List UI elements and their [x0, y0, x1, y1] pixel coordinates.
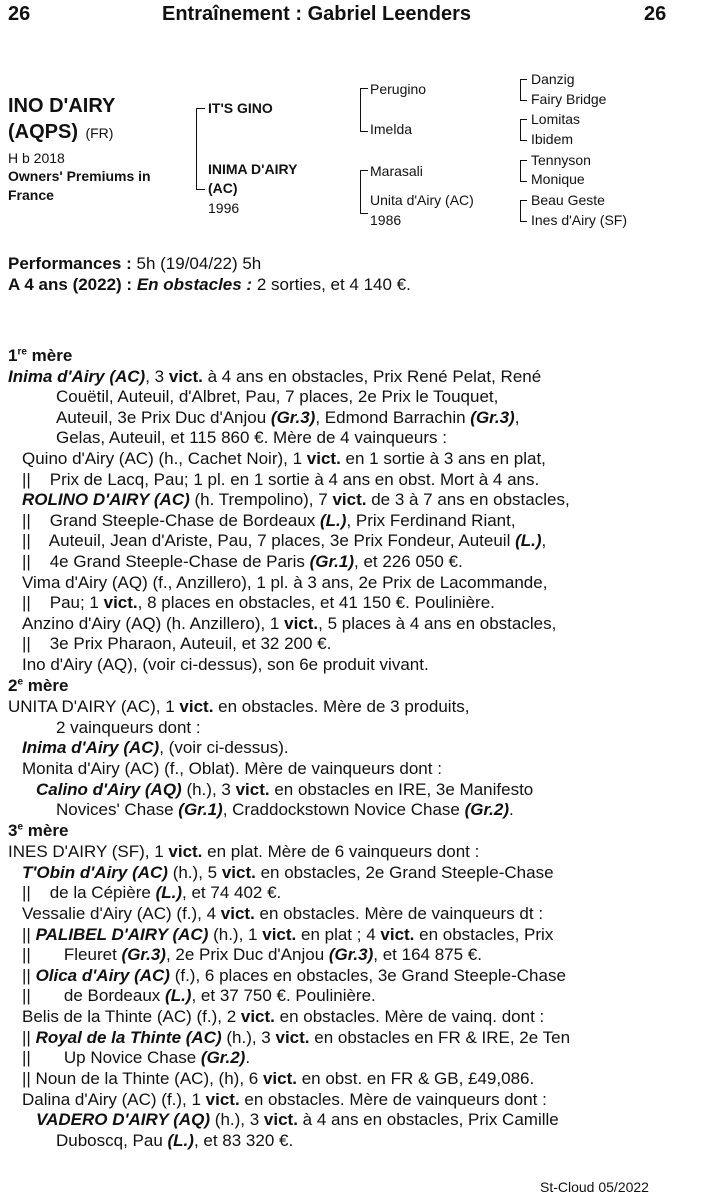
- dam-entry-line: Couëtil, Auteuil, d'Albret, Pau, 7 places, 2e Prix le Touquet,: [56, 387, 499, 406]
- produce-line: || de la Cépière (L.), et 74 402 €.: [22, 883, 282, 902]
- section-3e-mere: 3e mère: [8, 821, 69, 840]
- pedigree-sire: IT'S GINO: [208, 100, 273, 116]
- performances-value: 5h (19/04/22) 5h: [131, 254, 262, 273]
- horse-name: INO D'AIRY: [8, 95, 116, 117]
- owners-premiums-2: France: [8, 187, 54, 203]
- produce-line: T'Obin d'Airy (AC) (h.), 5 vict. en obstacles, 2e Grand Steeple-Chase: [22, 863, 554, 882]
- pedigree-dam-breed: (AC): [208, 180, 238, 196]
- pedigree-dam-dam: Unita d'Airy (AC): [370, 192, 474, 208]
- produce-line: || Olica d'Airy (AC) (f.), 6 places en obstacles, 3e Grand Steeple-Chase: [22, 966, 566, 985]
- produce-line: Duboscq, Pau (L.), et 83 320 €.: [56, 1131, 294, 1150]
- pedigree-dam: INIMA D'AIRY: [208, 161, 298, 177]
- dam-entry-line: Gelas, Auteuil, et 115 860 €. Mère de 4 vainqueurs :: [56, 428, 447, 447]
- pedigree-bracket-sire: [360, 88, 368, 132]
- performances-label: Performances :: [8, 254, 132, 273]
- horse-breed: (AQPS): [8, 121, 78, 143]
- performances-4ans-line: [8, 275, 411, 296]
- pedigree-sdd: Ibidem: [531, 131, 574, 147]
- performances-age-label: A 4 ans (2022) :: [8, 275, 133, 294]
- pedigree-bracket-parents: [196, 108, 205, 190]
- horse-breed-line: [8, 121, 113, 144]
- produce-line: Novices' Chase (Gr.1), Craddockstown Novice Chase (Gr.2).: [56, 800, 514, 819]
- lot-number-right: 26: [644, 3, 667, 25]
- pedigree-dss: Tennyson: [531, 152, 591, 168]
- produce-line: Vessalie d'Airy (AC) (f.), 4 vict. en obstacles. Mère de vainqueurs dt :: [22, 904, 544, 923]
- produce-line: Inima d'Airy (AC), (voir ci-dessus).: [22, 738, 289, 757]
- pedigree-ddd: Ines d'Airy (SF): [531, 212, 628, 228]
- pedigree-dsd: Monique: [531, 171, 585, 187]
- produce-line: Vima d'Airy (AQ) (f., Anzillero), 1 pl. à 3 ans, 2e Prix de Lacommande,: [22, 573, 548, 592]
- performances-obstacles-value: 2 sorties, et 4 140 €.: [252, 275, 411, 294]
- pedigree-ssd: Fairy Bridge: [531, 91, 607, 107]
- pedigree-sire-sire: Perugino: [370, 81, 427, 97]
- produce-line: || Up Novice Chase (Gr.2).: [22, 1048, 251, 1067]
- dam-entry-line: Auteuil, 3e Prix Duc d'Anjou (Gr.3), Edmond Barrachin (Gr.3),: [56, 408, 520, 427]
- produce-line: || PALIBEL D'AIRY (AC) (h.), 1 vict. en plat ; 4 vict. en obstacles, Prix: [22, 925, 554, 944]
- produce-line: || Grand Steeple-Chase de Bordeaux (L.), Prix Ferdinand Riant,: [22, 511, 516, 530]
- produce-line: Quino d'Airy (AC) (h., Cachet Noir), 1 vict. en 1 sortie à 3 ans en plat,: [22, 449, 546, 468]
- produce-line: || Fleuret (Gr.3), 2e Prix Duc d'Anjou (Gr.3), et 164 875 €.: [22, 945, 482, 964]
- granddam-line: UNITA D'AIRY (AC), 1 vict. en obstacles. Mère de 3 produits,: [8, 697, 470, 716]
- pedigree-bracket-sd: [520, 119, 527, 141]
- pedigree-bracket-dd: [520, 200, 527, 222]
- dam-entry-line: Inima d'Airy (AC), 3 vict. à 4 ans en obstacles, Prix René Pelat, René: [8, 367, 542, 386]
- produce-line: Anzino d'Airy (AQ) (h. Anzillero), 1 vict., 5 places à 4 ans en obstacles,: [22, 614, 557, 633]
- section-1re-mere: 1re mère: [8, 346, 73, 365]
- pedigree-bracket-ds: [520, 160, 527, 182]
- pedigree-sire-dam: Imelda: [370, 121, 413, 137]
- pedigree-bracket-dam: [360, 170, 368, 214]
- performances-obstacles-label: En obstacles :: [136, 275, 253, 294]
- produce-line: Ino d'Airy (AQ), (voir ci-dessus), son 6e produit vivant.: [22, 655, 429, 674]
- section-2e-mere: 2e mère: [8, 676, 69, 695]
- great-granddam-line: INES D'AIRY (SF), 1 vict. en plat. Mère de 6 vainqueurs dont :: [8, 842, 480, 861]
- produce-line: || Royal de la Thinte (AC) (h.), 3 vict. en obstacles en FR & IRE, 2e Ten: [22, 1028, 571, 1047]
- pedigree-dam-sire: Marasali: [370, 163, 423, 179]
- produce-line: Dalina d'Airy (AC) (f.), 1 vict. en obstacles. Mère de vainqueurs dont :: [22, 1090, 547, 1109]
- produce-line: || Auteuil, Jean d'Ariste, Pau, 7 places, 3e Prix Fondeur, Auteuil (L.),: [22, 531, 547, 550]
- produce-line: || 3e Prix Pharaon, Auteuil, et 32 200 €.: [22, 634, 332, 653]
- granddam-line: 2 vainqueurs dont :: [56, 718, 201, 737]
- horse-details: H b 2018: [8, 150, 65, 166]
- pedigree-dds: Beau Geste: [531, 192, 605, 208]
- produce-line: || Noun de la Thinte (AC), (h), 6 vict. en obst. en FR & GB, £49,086.: [22, 1069, 535, 1088]
- lot-number-left: 26: [8, 3, 31, 25]
- pedigree-bracket-ss: [520, 79, 527, 101]
- produce-line: || de Bordeaux (L.), et 37 750 €. Poulinière.: [22, 986, 376, 1005]
- produce-line: ROLINO D'AIRY (AC) (h. Trempolino), 7 vict. de 3 à 7 ans en obstacles,: [22, 490, 570, 509]
- pedigree-sss: Danzig: [531, 71, 575, 87]
- performances-line: [8, 254, 261, 275]
- produce-line: Monita d'Airy (AC) (f., Oblat). Mère de vainqueurs dont :: [22, 759, 442, 778]
- pedigree-dam-dam-year: 1986: [370, 212, 402, 228]
- page-title: Entraînement : Gabriel Leenders: [162, 3, 471, 25]
- pedigree-sds: Lomitas: [531, 111, 581, 127]
- owners-premiums-1: Owners' Premiums in: [8, 168, 151, 184]
- produce-line: || 4e Grand Steeple-Chase de Paris (Gr.1), et 226 050 €.: [22, 552, 463, 571]
- produce-line: Calino d'Airy (AQ) (h.), 3 vict. en obstacles en IRE, 3e Manifesto: [36, 780, 534, 799]
- produce-line: Belis de la Thinte (AC) (f.), 2 vict. en obstacles. Mère de vainq. dont :: [22, 1007, 545, 1026]
- produce-line: || Prix de Lacq, Pau; 1 pl. en 1 sortie à 4 ans en obst. Mort à 4 ans.: [22, 470, 540, 489]
- produce-line: || Pau; 1 vict., 8 places en obstacles, et 41 150 €. Poulinière.: [22, 593, 495, 612]
- pedigree-dam-year: 1996: [208, 200, 240, 216]
- produce-line: VADERO D'AIRY (AQ) (h.), 3 vict. à 4 ans en obstacles, Prix Camille: [36, 1110, 559, 1129]
- footer-sale: St-Cloud 05/2022: [540, 1179, 649, 1195]
- horse-country: (FR): [85, 125, 114, 141]
